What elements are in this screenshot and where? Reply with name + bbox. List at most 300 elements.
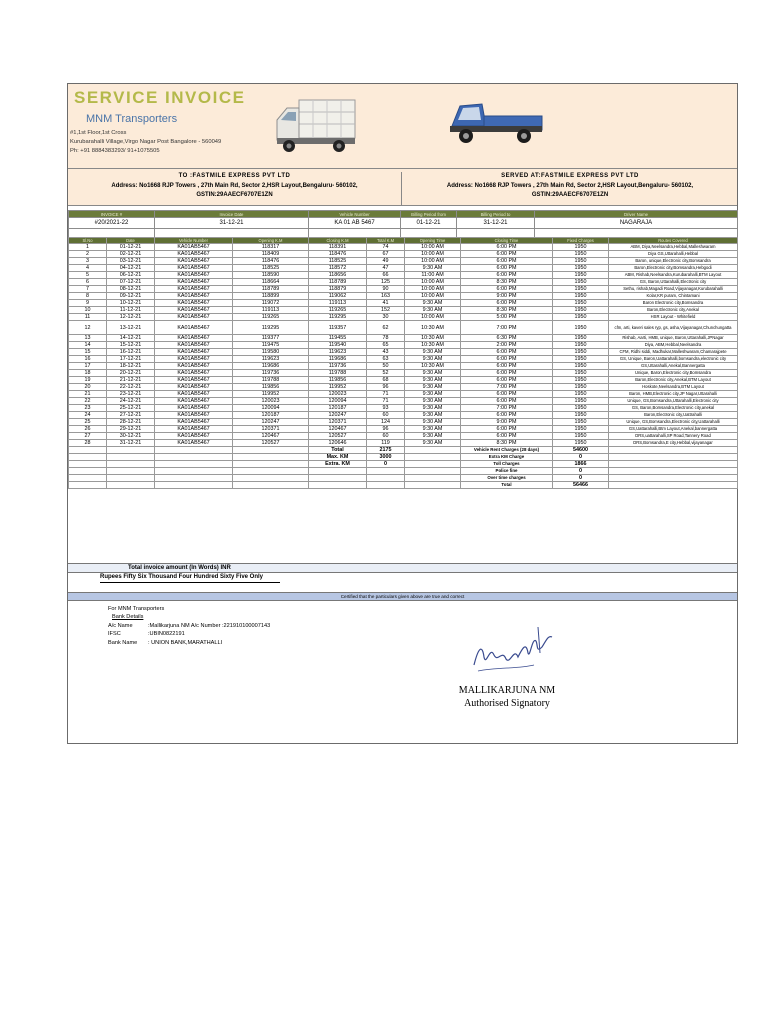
closing-km: 119357	[309, 321, 367, 335]
charge-value: 0	[553, 468, 609, 475]
opening-time: 10:30 AM	[405, 342, 461, 349]
table-row	[69, 335, 738, 342]
charge-value: 0	[553, 454, 609, 461]
served-at-address: Address: No1668 RJP Towers , 27th Main Rd, Sector 2,HSR Layout,Bengaluru- 560102,	[446, 182, 694, 189]
empty-cell	[609, 447, 738, 454]
opening-time: 10:30 AM	[405, 363, 461, 370]
served-at-name: SERVED AT:FASTMILE EXPRESS PVT LTD	[501, 173, 639, 179]
routes-covered: Baron,Electronic city,Anekal	[609, 307, 738, 314]
opening-time: 9:30 AM	[405, 412, 461, 419]
trip-total-km: 49	[367, 258, 405, 265]
closing-time: 6:00 PM	[461, 272, 553, 279]
routes-covered: Baron Electronic city,Bomsandra	[609, 300, 738, 307]
sl-no: 7	[69, 286, 107, 293]
empty-cell	[155, 468, 233, 475]
opening-km: 119113	[233, 307, 309, 314]
table-row	[69, 258, 738, 265]
empty-cell	[69, 475, 107, 482]
company-address-line2: Kurubarahalli Village,Virgo Nagar Post Bangalore - 560049	[70, 139, 222, 145]
summary-body	[69, 447, 738, 489]
opening-km: 118409	[233, 251, 309, 258]
trip-date: 16-12-21	[107, 349, 155, 356]
items-header: Closing K.M	[309, 238, 367, 244]
empty-cell	[233, 482, 309, 489]
trip-total-km: 68	[367, 377, 405, 384]
opening-km: 118664	[233, 279, 309, 286]
empty-cell	[155, 454, 233, 461]
empty-cell	[69, 482, 107, 489]
closing-km: 120467	[309, 426, 367, 433]
table-row	[69, 272, 738, 279]
total-km-value: 2175	[367, 447, 405, 454]
trip-vehicle: KA01AB5467	[155, 265, 233, 272]
closing-time: 6:00 PM	[461, 258, 553, 265]
table-row	[69, 370, 738, 377]
empty-cell	[405, 482, 461, 489]
invoice-date: 31-12-21	[155, 218, 309, 229]
closing-time: 6:00 PM	[461, 391, 553, 398]
routes-covered: Baron,Electronic city,Uattrahalli	[609, 412, 738, 419]
closing-time: 6:30 PM	[461, 335, 553, 342]
opening-km: 119072	[233, 300, 309, 307]
closing-time: 2:00 PM	[461, 342, 553, 349]
trip-date: 28-12-21	[107, 419, 155, 426]
routes-covered: ABM, Rishab,Neelsandra,Kurubarahalli,BTM Layout	[609, 272, 738, 279]
routes-covered: DRS,uattarahalli,SP Road,Tannery Road	[609, 433, 738, 440]
fixed-charge: 1950	[553, 321, 609, 335]
fixed-charge: 1950	[553, 251, 609, 258]
closing-km: 119623	[309, 349, 367, 356]
sl-no: 21	[69, 391, 107, 398]
trip-vehicle: KA01AB5467	[155, 363, 233, 370]
closing-km: 119455	[309, 335, 367, 342]
table-row	[69, 391, 738, 398]
opening-km: 118476	[233, 258, 309, 265]
trip-total-km: 62	[367, 321, 405, 335]
trip-date: 22-12-21	[107, 384, 155, 391]
sl-no: 6	[69, 279, 107, 286]
empty-cell	[309, 482, 367, 489]
table-row	[69, 412, 738, 419]
routes-covered: GS, Baron,Bomsandra,Electronic city,anekal	[609, 405, 738, 412]
table-row	[69, 377, 738, 384]
empty-cell	[155, 482, 233, 489]
trip-vehicle: KA01AB5467	[155, 384, 233, 391]
fixed-charge: 1950	[553, 363, 609, 370]
trip-vehicle: KA01AB5467	[155, 279, 233, 286]
empty-cell	[107, 475, 155, 482]
summary-row	[69, 461, 738, 468]
sl-no: 20	[69, 384, 107, 391]
table-row	[69, 286, 738, 293]
bank-details	[108, 605, 270, 647]
opening-km: 118317	[233, 244, 309, 251]
info-header: Billing Period to	[457, 211, 535, 218]
trip-total-km: 47	[367, 265, 405, 272]
closing-time: 8:30 PM	[461, 279, 553, 286]
trip-vehicle: KA01AB5467	[155, 244, 233, 251]
max-km-value: 3000	[367, 454, 405, 461]
trip-date: 15-12-21	[107, 342, 155, 349]
closing-time: 6:00 PM	[461, 426, 553, 433]
closing-time: 7:00 PM	[461, 321, 553, 335]
closing-time: 6:00 PM	[461, 349, 553, 356]
opening-km: 120094	[233, 405, 309, 412]
fixed-charge: 1950	[553, 349, 609, 356]
closing-km: 119062	[309, 293, 367, 300]
bank-name-value: : UNION BANK,MARATHALLI	[148, 639, 223, 646]
routes-covered: Hoskote,Neelsandra,BTM Layout	[609, 384, 738, 391]
opening-km: 119475	[233, 342, 309, 349]
table-row	[69, 307, 738, 314]
routes-covered: GS, Unique, Baron,Uattarahalli,bomsandra,electronic city	[609, 356, 738, 363]
opening-km: 119377	[233, 335, 309, 342]
info-header-row	[69, 211, 738, 218]
sl-no: 2	[69, 251, 107, 258]
routes-covered: Baron,Electronic city,Bomsandra,Hebgodi	[609, 265, 738, 272]
closing-km: 120247	[309, 412, 367, 419]
closing-km: 118656	[309, 272, 367, 279]
trip-date: 30-12-21	[107, 433, 155, 440]
total-km-label: Total	[309, 447, 367, 454]
charge-value: 0	[553, 475, 609, 482]
trip-total-km: 125	[367, 279, 405, 286]
opening-time: 9:30 AM	[405, 307, 461, 314]
opening-km: 119265	[233, 314, 309, 321]
closing-km: 119265	[309, 307, 367, 314]
trip-total-km: 30	[367, 314, 405, 321]
trip-total-km: 71	[367, 398, 405, 405]
sl-no: 25	[69, 419, 107, 426]
trip-date: 14-12-21	[107, 335, 155, 342]
opening-km: 119686	[233, 363, 309, 370]
empty-cell	[309, 475, 367, 482]
info-header: Vehicle Number	[309, 211, 401, 218]
max-km-label: Max. KM	[309, 454, 367, 461]
invoice-info-table	[68, 210, 738, 240]
empty-cell	[609, 468, 738, 475]
table-row	[69, 363, 738, 370]
trip-vehicle: KA01AB5467	[155, 321, 233, 335]
routes-covered: GS, Baron,Uttarahalli,Electronic city	[609, 279, 738, 286]
opening-time: 9:30 AM	[405, 419, 461, 426]
opening-time: 9:30 AM	[405, 440, 461, 447]
opening-km: 118590	[233, 272, 309, 279]
trip-date: 12-12-21	[107, 314, 155, 321]
trip-vehicle: KA01AB5467	[155, 342, 233, 349]
sl-no: 16	[69, 356, 107, 363]
closing-time: 6:00 PM	[461, 363, 553, 370]
trip-total-km: 41	[367, 300, 405, 307]
closing-km: 120187	[309, 405, 367, 412]
invoice-sheet	[67, 83, 738, 744]
invoice-number: #20/2021-22	[69, 218, 155, 229]
routes-covered: Baron,Electronic city,Anekal,BTM Layout	[609, 377, 738, 384]
closing-time: 9:00 PM	[461, 419, 553, 426]
fixed-charge: 1950	[553, 370, 609, 377]
invoice-header	[68, 84, 737, 168]
trip-date: 31-12-21	[107, 440, 155, 447]
trip-date: 07-12-21	[107, 279, 155, 286]
sl-no: 26	[69, 426, 107, 433]
empty-cell	[107, 461, 155, 468]
empty-cell	[233, 454, 309, 461]
fixed-charge: 1950	[553, 405, 609, 412]
empty-cell	[69, 461, 107, 468]
trip-vehicle: KA01AB5467	[155, 433, 233, 440]
fixed-charge: 1950	[553, 342, 609, 349]
trip-vehicle: KA01AB5467	[155, 258, 233, 265]
closing-time: 7:00 PM	[461, 405, 553, 412]
routes-covered: Unique, Baron,Electronic city,Bomsandra	[609, 370, 738, 377]
items-header: Vehicle Number	[155, 238, 233, 244]
company-phone: Ph: +91 8884383293/ 91+1075505	[70, 148, 160, 154]
table-row	[69, 244, 738, 251]
empty-cell	[367, 475, 405, 482]
bank-heading: Bank Details	[112, 614, 144, 621]
trip-total-km: 93	[367, 405, 405, 412]
fixed-charge: 1950	[553, 391, 609, 398]
closing-km: 119295	[309, 314, 367, 321]
fixed-charge: 1950	[553, 419, 609, 426]
trip-vehicle: KA01AB5467	[155, 300, 233, 307]
trip-date: 08-12-21	[107, 286, 155, 293]
opening-time: 9:30 AM	[405, 405, 461, 412]
closing-time: 6:00 PM	[461, 398, 553, 405]
signatory-title: Authorised Signatory	[464, 697, 550, 709]
trip-total-km: 60	[367, 412, 405, 419]
fixed-charge: 1950	[553, 279, 609, 286]
opening-time: 9:30 AM	[405, 265, 461, 272]
items-header: Fixed Charges	[553, 238, 609, 244]
handwritten-signature	[468, 619, 558, 679]
trip-vehicle: KA01AB5467	[155, 370, 233, 377]
sl-no: 9	[69, 300, 107, 307]
trip-total-km: 163	[367, 293, 405, 300]
table-row	[69, 314, 738, 321]
fixed-charge: 1950	[553, 412, 609, 419]
empty-cell	[609, 461, 738, 468]
trip-vehicle: KA01AB5467	[155, 286, 233, 293]
sl-no: 8	[69, 293, 107, 300]
empty-cell	[309, 468, 367, 475]
routes-covered: cfm, arti, kaveri sales ryp, gs, asha,Vijayanagar,Chunchungatta	[609, 321, 738, 335]
white-truck-image	[273, 94, 357, 158]
empty-cell	[405, 454, 461, 461]
trip-vehicle: KA01AB5467	[155, 426, 233, 433]
empty-cell	[609, 454, 738, 461]
opening-time: 10:00 AM	[405, 258, 461, 265]
closing-time: 6:00 PM	[461, 286, 553, 293]
trip-total-km: 66	[367, 272, 405, 279]
fixed-charge: 1950	[553, 258, 609, 265]
fixed-charge: 1950	[553, 377, 609, 384]
fixed-charge: 1950	[553, 244, 609, 251]
items-header: Opening K.M	[233, 238, 309, 244]
empty-cell	[367, 482, 405, 489]
bill-to-gstin: GSTIN:29AAECF6707E1ZN	[196, 192, 273, 198]
closing-time: 7:00 PM	[461, 384, 553, 391]
trip-total-km: 50	[367, 363, 405, 370]
charge-label: Police fine	[461, 468, 553, 475]
table-row	[69, 440, 738, 447]
trip-date: 13-12-21	[107, 321, 155, 335]
sl-no: 3	[69, 258, 107, 265]
trip-date: 09-12-21	[107, 293, 155, 300]
items-header: Closing Time	[461, 238, 553, 244]
opening-time: 9:30 AM	[405, 377, 461, 384]
charge-label: Toll Charges	[461, 461, 553, 468]
closing-km: 118476	[309, 251, 367, 258]
closing-time: 6:00 PM	[461, 370, 553, 377]
empty-cell	[367, 468, 405, 475]
table-row	[69, 384, 738, 391]
empty-cell	[609, 475, 738, 482]
trip-date: 11-12-21	[107, 307, 155, 314]
billing-period-from: 01-12-21	[401, 218, 457, 229]
empty-cell	[405, 447, 461, 454]
extra-km-label: Extra. KM	[309, 461, 367, 468]
items-header: Total K.M	[367, 238, 405, 244]
charge-label: Vehicle Rent Charges (28 days)	[461, 447, 553, 454]
charge-value: 1866	[553, 461, 609, 468]
trip-vehicle: KA01AB5467	[155, 314, 233, 321]
empty-cell	[233, 447, 309, 454]
opening-time: 9:30 AM	[405, 433, 461, 440]
company-name: MNM Transporters	[86, 113, 178, 125]
sl-no: 10	[69, 307, 107, 314]
signatory-block	[452, 685, 562, 710]
sl-no: 11	[69, 314, 107, 321]
routes-covered: Diya, ABM,Hebbal,Neelsandra	[609, 342, 738, 349]
fixed-charge: 1950	[553, 335, 609, 342]
bank-account-row	[108, 622, 270, 630]
table-row	[69, 398, 738, 405]
trip-vehicle: KA01AB5467	[155, 293, 233, 300]
routes-covered: GS,Uattarahalli,Btm Layout,Anekal,bannergatta	[609, 426, 738, 433]
trip-vehicle: KA01AB5467	[155, 440, 233, 447]
empty-cell	[155, 475, 233, 482]
trip-total-km: 152	[367, 307, 405, 314]
closing-km: 118525	[309, 258, 367, 265]
trip-total-km: 67	[367, 251, 405, 258]
table-row	[69, 356, 738, 363]
fixed-charge: 1950	[553, 433, 609, 440]
empty-cell	[107, 454, 155, 461]
closing-km: 120646	[309, 440, 367, 447]
ifsc-value: :UBIN0822191	[148, 631, 185, 638]
vehicle-number: KA 01 AB 5467	[309, 218, 401, 229]
info-header: Billing Period from	[401, 211, 457, 218]
routes-covered: CFM, Ridhi siddi, Madhukar,Malleshwaram,Chamarajpete	[609, 349, 738, 356]
trip-date: 18-12-21	[107, 363, 155, 370]
trip-vehicle: KA01AB5467	[155, 307, 233, 314]
opening-time: 9:30 AM	[405, 391, 461, 398]
sl-no: 14	[69, 342, 107, 349]
table-row	[69, 300, 738, 307]
opening-time: 10:00 AM	[405, 314, 461, 321]
opening-time: 9:30 AM	[405, 426, 461, 433]
sl-no: 19	[69, 377, 107, 384]
empty-cell	[155, 461, 233, 468]
trip-vehicle: KA01AB5467	[155, 412, 233, 419]
grand-total-label: Total	[461, 482, 553, 489]
closing-km: 120094	[309, 398, 367, 405]
sl-no: 15	[69, 349, 107, 356]
closing-time: 6:00 PM	[461, 356, 553, 363]
sl-no: 23	[69, 405, 107, 412]
bank-name-label: Bank Name	[108, 639, 138, 646]
driver-name: NAGARAJA	[535, 218, 738, 229]
routes-covered: Baron, unique,Electronic city,Bomsandra	[609, 258, 738, 265]
trip-vehicle: KA01AB5467	[155, 398, 233, 405]
empty-cell	[155, 447, 233, 454]
extra-km-value: 0	[367, 461, 405, 468]
sl-no: 24	[69, 412, 107, 419]
sl-no: 28	[69, 440, 107, 447]
table-row	[69, 426, 738, 433]
trip-date: 17-12-21	[107, 356, 155, 363]
trip-vehicle: KA01AB5467	[155, 251, 233, 258]
summary-row	[69, 475, 738, 482]
fixed-charge: 1950	[553, 307, 609, 314]
trip-date: 29-12-21	[107, 426, 155, 433]
fixed-charge: 1950	[553, 314, 609, 321]
closing-time: 6:00 PM	[461, 265, 553, 272]
info-value-row	[69, 218, 738, 229]
table-row	[69, 342, 738, 349]
opening-km: 119295	[233, 321, 309, 335]
amount-underline	[100, 582, 280, 583]
table-row	[69, 293, 738, 300]
table-row	[69, 321, 738, 335]
billing-parties	[68, 168, 737, 206]
bill-to-block	[68, 172, 402, 206]
opening-km: 120187	[233, 412, 309, 419]
routes-covered: Diya GS,Uttarahalli,Hebbal	[609, 251, 738, 258]
fixed-charge: 1950	[553, 272, 609, 279]
trip-items-table	[68, 237, 738, 489]
opening-time: 10:00 AM	[405, 279, 461, 286]
closing-time: 6:00 PM	[461, 300, 553, 307]
trip-date: 20-12-21	[107, 370, 155, 377]
trip-date: 03-12-21	[107, 258, 155, 265]
routes-covered: Kolar,KR puram, Chintamani	[609, 293, 738, 300]
fixed-charge: 1950	[553, 384, 609, 391]
summary-row	[69, 468, 738, 475]
opening-km: 120247	[233, 419, 309, 426]
trip-vehicle: KA01AB5467	[155, 391, 233, 398]
sl-no: 18	[69, 370, 107, 377]
closing-time: 5:00 PM	[461, 314, 553, 321]
closing-time: 6:00 PM	[461, 244, 553, 251]
fixed-charge: 1950	[553, 440, 609, 447]
trip-vehicle: KA01AB5467	[155, 272, 233, 279]
opening-km: 119580	[233, 349, 309, 356]
fixed-charge: 1950	[553, 356, 609, 363]
ifsc-label: IFSC	[108, 631, 121, 638]
empty-cell	[233, 468, 309, 475]
closing-km: 119113	[309, 300, 367, 307]
trip-date: 01-12-21	[107, 244, 155, 251]
opening-time: 9:30 AM	[405, 384, 461, 391]
routes-covered: Baron, HMB,Electronic city,JP Nagar,Uttarahalli	[609, 391, 738, 398]
closing-time: 8:30 PM	[461, 440, 553, 447]
bank-ifsc-row	[108, 630, 270, 638]
trip-date: 24-12-21	[107, 398, 155, 405]
bill-to-address: Address: No1668 RJP Towers , 27th Main Rd, Sector 2,HSR Layout,Bengaluru- 560102,	[111, 182, 358, 189]
sl-no: 27	[69, 433, 107, 440]
